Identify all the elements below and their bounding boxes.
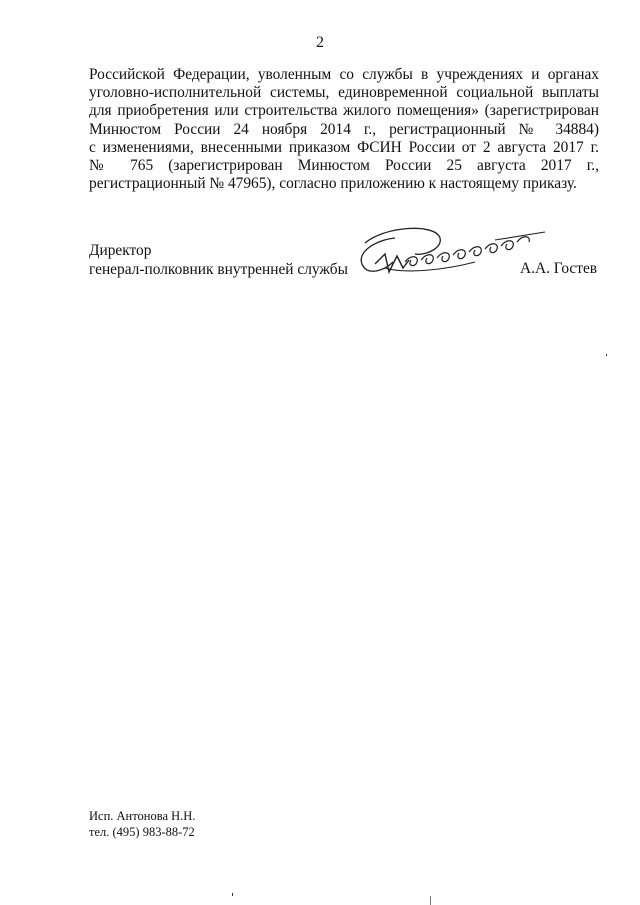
body-line: регистрационный № 47965), согласно приложению к настоящему приказу.	[89, 175, 577, 193]
body-line: для приобретения или строительства жилого помещения» (зарегистрирован	[89, 102, 599, 120]
body-paragraph	[89, 66, 599, 193]
page-number: 2	[316, 34, 324, 51]
signatory-name: А.А. Гостев	[520, 260, 598, 277]
signatory-title: Директор	[89, 242, 152, 259]
executor-footer	[89, 808, 195, 840]
body-line: № 765 (зарегистрирован Минюстом России 25 августа 2017 г.,	[89, 157, 599, 175]
scan-speck	[606, 354, 607, 356]
signatory-rank: генерал-полковник внутренней службы	[89, 260, 348, 278]
body-line: Российской Федерации, уволенным со службы в учреждениях и органах	[89, 66, 599, 83]
executor-name: Исп. Антонова Н.Н.	[89, 809, 196, 823]
scan-speck	[430, 896, 431, 905]
body-line: с изменениями, внесенными приказом ФСИН России от 2 августа 2017 г.	[89, 138, 599, 156]
body-line: Минюстом России 24 ноября 2014 г., регистрационный № 34884)	[89, 120, 599, 138]
body-line: уголовно-исполнительной системы, единовременной социальной выплаты	[89, 84, 599, 102]
signatory-position	[89, 242, 348, 279]
scan-speck	[232, 893, 233, 896]
executor-phone: тел. (495) 983-88-72	[89, 825, 195, 839]
